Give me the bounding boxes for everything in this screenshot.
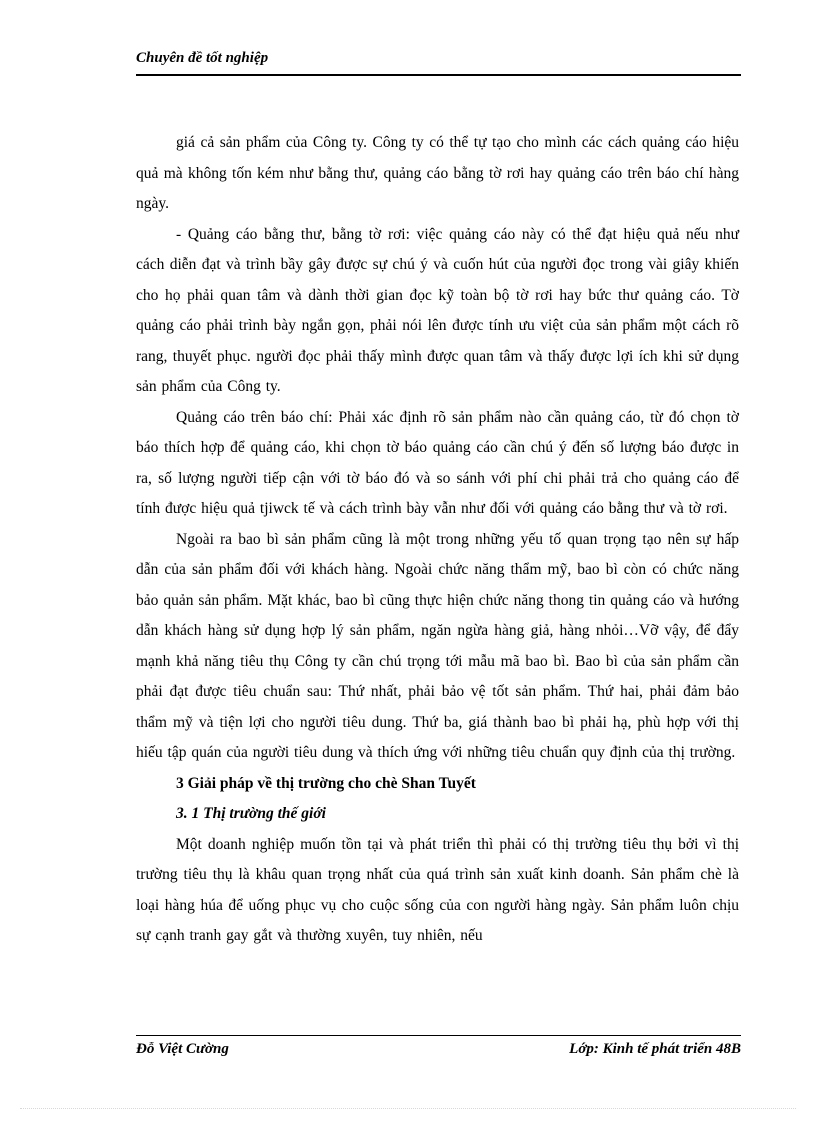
page-footer — [136, 1035, 741, 1066]
paragraph-world-market: Một doanh nghiệp muốn tồn tại và phát triển thì phải có thị trường tiêu thụ bởi vì thị trường tiêu thụ là khâu quan trọng nhất của quá trình sản xuất kinh doanh. Sản phẩm chè là loại hàng húa để uống phục vụ cho cuộc sống của con người hàng ngày. Sản phẩm luôn chịu sự cạnh tranh gay gắt và thường xuyên, tuy nhiên, nếu — [136, 835, 739, 944]
footer-author: Đỗ Việt Cường — [136, 1041, 229, 1057]
paragraph-newspaper-ads: Quảng cáo trên báo chí: Phải xác định rõ sản phẩm nào cần quảng cáo, từ đó chọn tờ báo thích hợp để quảng cáo, khi chọn tờ báo quảng cáo cần chú ý đến số lượng báo được in ra, số lượng người tiếp cận với tờ báo đó và so sánh với phí chi phải trả cho quảng cáo để tính được hiệu quả tjiwck tế và cách trình bày vẫn như đối với quảng cáo bằng thư và tờ rơi. — [136, 408, 739, 517]
section-heading: 3 Giải pháp về thị trường cho chè Shan Tuyết — [176, 774, 476, 792]
paragraph-packaging: Ngoài ra bao bì sản phẩm cũng là một trong những yếu tố quan trọng tạo nên sự hấp dẫn của sản phẩm đối với khách hàng. Ngoài chức năng thẩm mỹ, bao bì còn có chức năng bảo quản sản phẩm. Mặt khác, bao bì cũng thực hiện chức năng thong tin quảng cáo và hướng dẫn khách hàng sử dụng hợp lý sản phẩm, ngăn ngừa hàng giả, hàng nhỏi…Vỡ vậy, để đẩy mạnh khả năng tiêu thụ Công ty cần chú trọng tới mẫu mã bao bì. Bao bì của sản phẩm cần phải đạt được tiêu chuẩn sau: Thứ nhất, phải bảo vệ tốt sản phẩm. Thứ hai, phải đảm bảo thẩm mỹ và tiện lợi cho người tiêu dung. Thứ ba, giá thành bao bì phải hạ, phù hợp với thị hiếu tập quán của người tiêu dung và thích ứng với những tiêu chuẩn quy định của thị trường. — [136, 530, 739, 761]
paragraph-advertising-intro: giá cả sản phẩm của Công ty. Công ty có thể tự tạo cho mình các cách quảng cáo hiệu quả mà không tốn kém như bằng thư, quảng cáo bằng tờ rơi hay quảng cáo trên báo chí hàng ngày. — [136, 134, 739, 212]
subsection-heading: 3. 1 Thị trường thế giới — [176, 805, 326, 822]
page-header — [136, 46, 741, 76]
page-bottom-edge — [20, 1108, 796, 1109]
paragraph-mail-flyer-ads: - Quảng cáo bằng thư, bằng tờ rơi: việc quảng cáo này có thể đạt hiệu quả nếu như cách diễn đạt và trình bầy gây được sự chú ý và cuốn hút của người đọc trong vài giây khiến cho họ phải quan tâm và dành thời gian đọc kỹ toàn bộ tờ rơi hay bức thư quảng cáo. Tờ quảng cáo phải trình bày ngắn gọn, phải nói lên được tính ưu việt của sản phẩm một cách rõ rang, thuyết phục. người đọc phải thấy mình được quan tâm và thấy được lợi ích khi sử dụng sản phẩm của Công ty. — [136, 225, 739, 395]
header-title: Chuyên đề tốt nghiệp — [136, 50, 269, 66]
footer-class-label: Lớp: Kinh tế phát triển 48B — [569, 1041, 741, 1057]
document-body — [136, 128, 739, 952]
